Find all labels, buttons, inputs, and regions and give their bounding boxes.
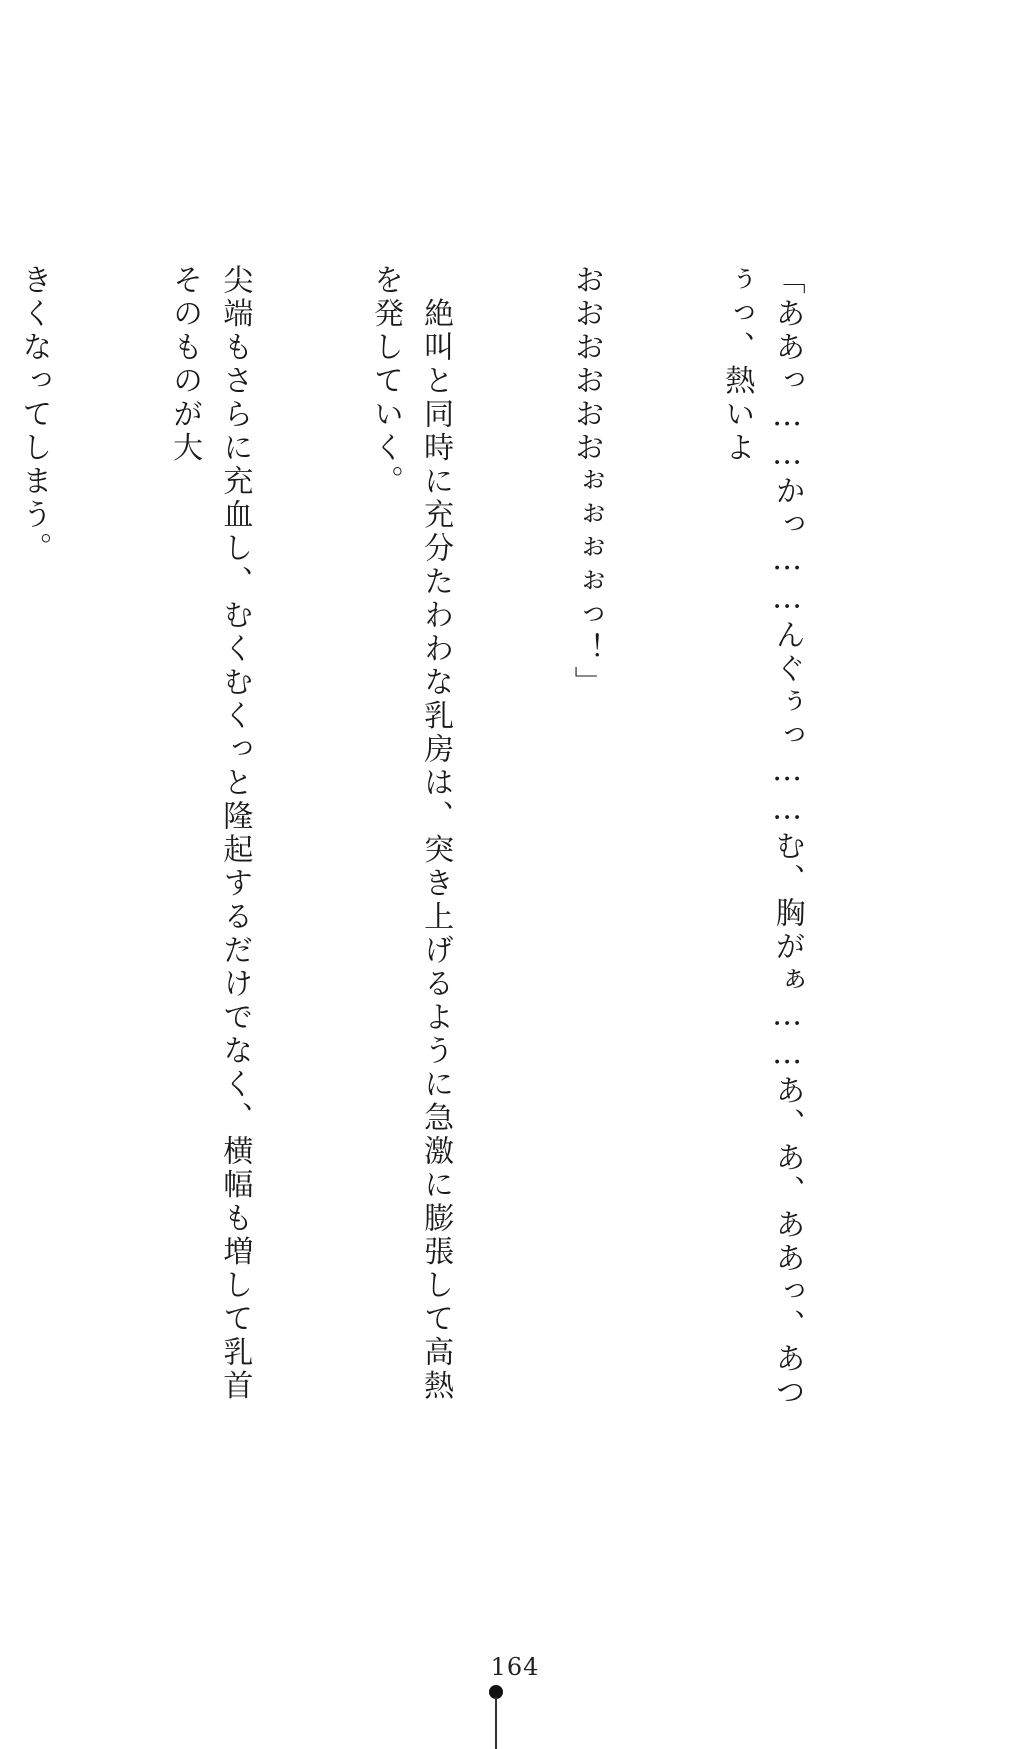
text-line: 絶叫と同時に充分たわわな乳房は、突き上げるように急激に膨張して高熱を発していく。 bbox=[367, 264, 454, 1403]
page-number: 164 bbox=[490, 1653, 540, 1681]
text-line: おおおおおおぉぉぉぉっ！」 bbox=[568, 264, 604, 700]
text-line: 「ああっ……かっ……んぐぅっ……む、胸がぁ……あ、あ、ああっ、あつぅっ、熱いよ bbox=[719, 264, 805, 1410]
vertical-text-body bbox=[0, 264, 912, 1434]
text-line: 尖端もさらに充血し、むくむくっと隆起するだけでなく、横幅も増して乳首そのものが大 bbox=[167, 264, 253, 1403]
page-marker-line bbox=[495, 1697, 497, 1749]
text-line: きくなってしまう。 bbox=[16, 264, 52, 566]
